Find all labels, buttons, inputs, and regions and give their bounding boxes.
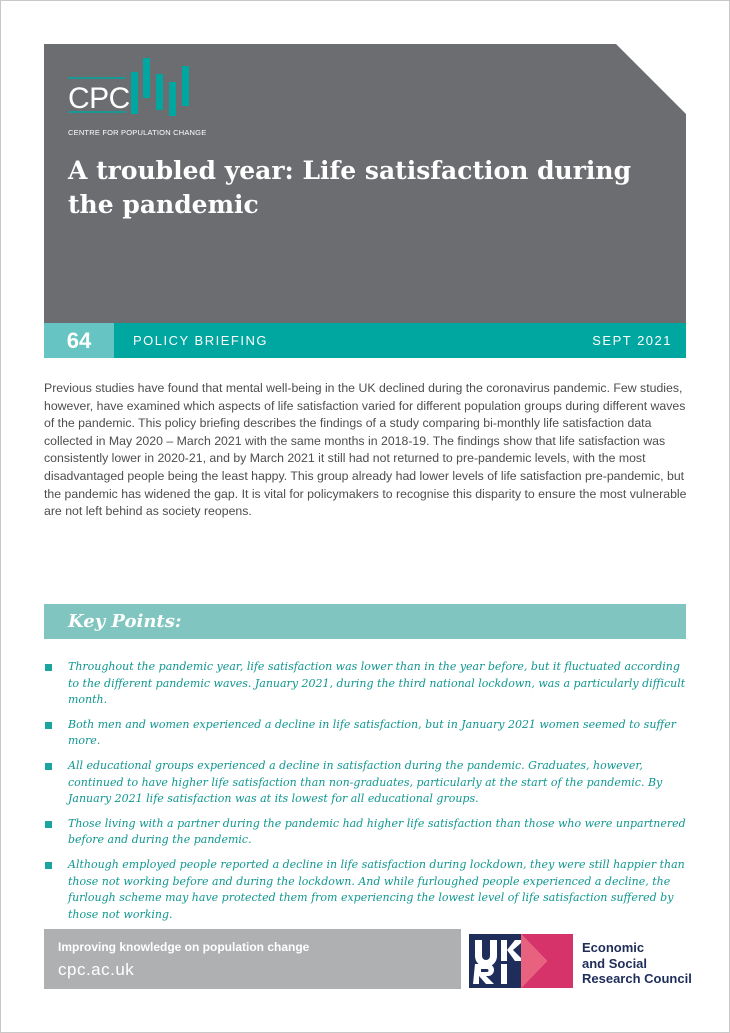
cpc-logo-text: CPC xyxy=(68,82,130,115)
briefing-number: 64 xyxy=(44,323,114,358)
briefing-band xyxy=(44,323,686,358)
cpc-logo-subtitle: CENTRE FOR POPULATION CHANGE xyxy=(68,128,207,137)
key-point-item xyxy=(44,816,688,849)
key-point-item xyxy=(44,717,688,750)
key-point-text: Although employed people reported a decline in life satisfaction during lockdown, they were still happier than those not working before and during the lockdown. And while furloughed people experienced a decline, the furlough scheme may have protected them from experiencing the lowest level of life satisfaction suffered by those not working. xyxy=(68,857,685,921)
cpc-logo xyxy=(68,58,208,138)
key-points-list xyxy=(44,659,688,931)
esrc-line-2: and Social xyxy=(582,955,648,971)
key-point-text: Throughout the pandemic year, life satisfaction was lower than in the year before, but it fluctuated according to the different pandemic waves. January 2021, during the third national lockdown, was a particularly difficult month. xyxy=(68,660,686,707)
square-bullet-icon xyxy=(45,821,52,828)
key-point-text: Both men and women experienced a decline in life satisfaction, but in January 2021 women seemed to suffer more. xyxy=(68,717,676,748)
key-points-header xyxy=(44,604,686,639)
esrc-logo-text xyxy=(582,940,692,987)
square-bullet-icon xyxy=(45,722,52,729)
briefing-date: SEPT 2021 xyxy=(592,333,672,348)
briefing-label: POLICY BRIEFING xyxy=(133,333,268,348)
footer-bar xyxy=(44,929,461,989)
square-bullet-icon xyxy=(45,664,52,671)
footer-tagline: Improving knowledge on population change xyxy=(58,940,310,954)
key-point-text: Those living with a partner during the pandemic had higher life satisfaction than those who were unpartnered before and during the pandemic. xyxy=(68,816,686,847)
key-point-item xyxy=(44,857,688,923)
intro-paragraph: Previous studies have found that mental well-being in the UK declined during the coronavirus pandemic. Few studies, however, have examined which aspects of life satisfaction varied for different population groups during different waves of the pandemic. This policy briefing describes the findings of a study comparing bi-monthly life satisfaction data collected in May 2020 – March 2021 with the same months in 2018-19. The findings show that life satisfaction was consistently lower in 2020-21, and by March 2021 it still had not returned to pre-pandemic levels, with the most disadvantaged people being the least happy. This group already had lower levels of life satisfaction pre-pandemic, but the pandemic has widened the gap. It is vital for policymakers to recognise this disparity to ensure the most vulnerable are not left behind as society reopens. xyxy=(44,381,687,519)
footer-url-link[interactable]: cpc.ac.uk xyxy=(58,960,135,979)
ukri-logo-icon xyxy=(469,934,573,988)
square-bullet-icon xyxy=(45,763,52,770)
key-point-text: All educational groups experienced a decline in satisfaction during the pandemic. Graduates, however, continued to have higher life satisfaction than non-graduates, particularly at the start of the pandemic. By January 2021 life satisfaction was at its lowest for all educational groups. xyxy=(68,758,663,806)
key-point-item xyxy=(44,659,688,709)
key-point-item xyxy=(44,758,688,808)
page-title: A troubled year: Life satisfaction during the pandemic xyxy=(68,156,632,219)
square-bullet-icon xyxy=(45,862,52,869)
key-points-title: Key Points: xyxy=(68,611,182,632)
esrc-line-3: Research Council xyxy=(582,971,692,986)
esrc-line-1: Economic xyxy=(582,940,645,955)
